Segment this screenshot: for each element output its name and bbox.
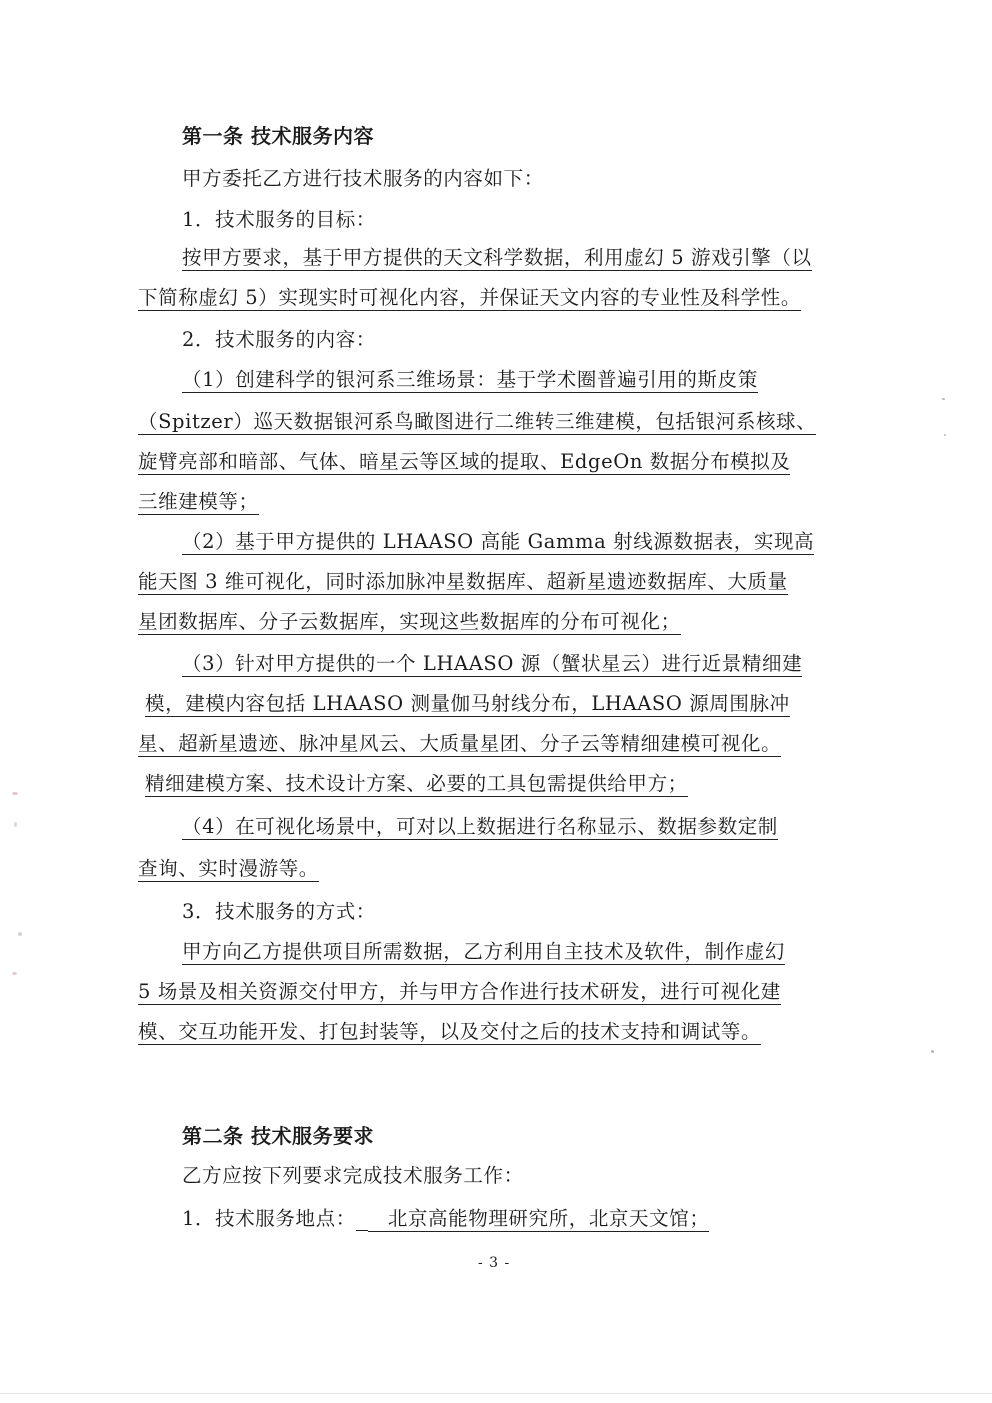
item1-text-2: （Spitzer）巡天数据银河系鸟瞰图进行二维转三维建模，包括银河系核球、 [138,410,817,433]
content-title: 2．技术服务的内容： [182,328,376,351]
goal-line-2 [138,286,801,310]
goal-text-2: 下简称虚幻 5）实现实时可视化内容，并保证天文内容的专业性及科学性。 [138,286,802,309]
item2-line-2 [138,570,788,594]
item3-line-1 [182,652,802,676]
scan-speck [931,1050,934,1053]
method-text-1: 甲方向乙方提供项目所需数据，乙方利用自主技术及软件，制作虚幻 [182,940,786,963]
scan-speck [942,398,945,400]
item1-line-2 [138,410,816,434]
scan-speck [12,972,17,975]
item3-text-2: 模，建模内容包括 LHAASO 测量伽马射线分布，LHAASO 源周围脉冲 [145,692,790,715]
location-value: 北京高能物理研究所，北京天文馆； [368,1207,710,1232]
method-line-2 [138,980,781,1004]
item3-text-4: 精细建模方案、技术设计方案、必要的工具包需提供给甲方； [145,772,688,795]
item2-text-3: 星团数据库、分子云数据库，实现这些数据库的分布可视化； [138,610,681,633]
section2-intro: 乙方应按下列要求完成技术服务工作： [182,1164,524,1187]
item4-line-2 [138,857,319,881]
goal-title: 1．技术服务的目标： [182,208,376,231]
scan-speck [12,792,18,795]
item1-text-4: 三维建模等； [138,490,259,513]
item4-text-2: 查询、实时漫游等。 [138,857,319,880]
goal-text-1: 按甲方要求，基于甲方提供的天文科学数据，利用虚幻 5 游戏引擎（以 [182,246,812,269]
item2-line-3 [138,610,681,634]
item4-line-1 [182,815,778,839]
scan-speck [18,932,22,936]
item1-line-1 [182,368,758,392]
section1-intro: 甲方委托乙方进行技术服务的内容如下： [182,167,544,190]
item1-line-4 [138,490,259,514]
method-title: 3．技术服务的方式： [182,900,376,923]
page-number: - 3 - [478,1255,511,1271]
item4-text-1: （4）在可视化场景中，可对以上数据进行名称显示、数据参数定制 [182,815,778,838]
location-underline-pad [356,1206,368,1231]
section1-heading: 第一条 技术服务内容 [182,124,374,148]
item1-text-1: （1）创建科学的银河系三维场景：基于学术圈普遍引用的斯皮策 [182,368,758,391]
item1-line-3 [138,450,790,474]
scan-speck [14,822,17,827]
scan-speck [944,434,946,436]
item1-text-3: 旋臂亮部和暗部、气体、暗星云等区域的提取、EdgeOn 数据分布模拟及 [138,450,791,473]
section2-heading: 第二条 技术服务要求 [182,1124,374,1148]
item3-line-4 [145,772,688,796]
method-line-1 [182,940,785,964]
method-line-3 [138,1020,761,1044]
item3-text-1: （3）针对甲方提供的一个 LHAASO 源（蟹状星云）进行近景精细建 [182,652,803,675]
item2-text-1: （2）基于甲方提供的 LHAASO 高能 Gamma 射线源数据表，实现高 [182,530,815,553]
item2-line-1 [182,530,814,554]
method-text-2: 5 场景及相关资源交付甲方，并与甲方合作进行技术研发，进行可视化建 [138,980,781,1003]
item2-text-2: 能天图 3 维可视化，同时添加脉冲星数据库、超新星遗迹数据库、大质量 [138,570,788,593]
scan-edge [0,1393,992,1394]
location-row [182,1206,709,1231]
method-text-3: 模、交互功能开发、打包封装等，以及交付之后的技术支持和调试等。 [138,1020,762,1043]
item3-text-3: 星、超新星遗迹、脉冲星风云、大质量星团、分子云等精细建模可视化。 [138,732,782,755]
item3-line-2 [145,692,790,716]
goal-line-1 [182,246,812,270]
location-label: 1．技术服务地点： [182,1207,356,1230]
item3-line-3 [138,732,781,756]
